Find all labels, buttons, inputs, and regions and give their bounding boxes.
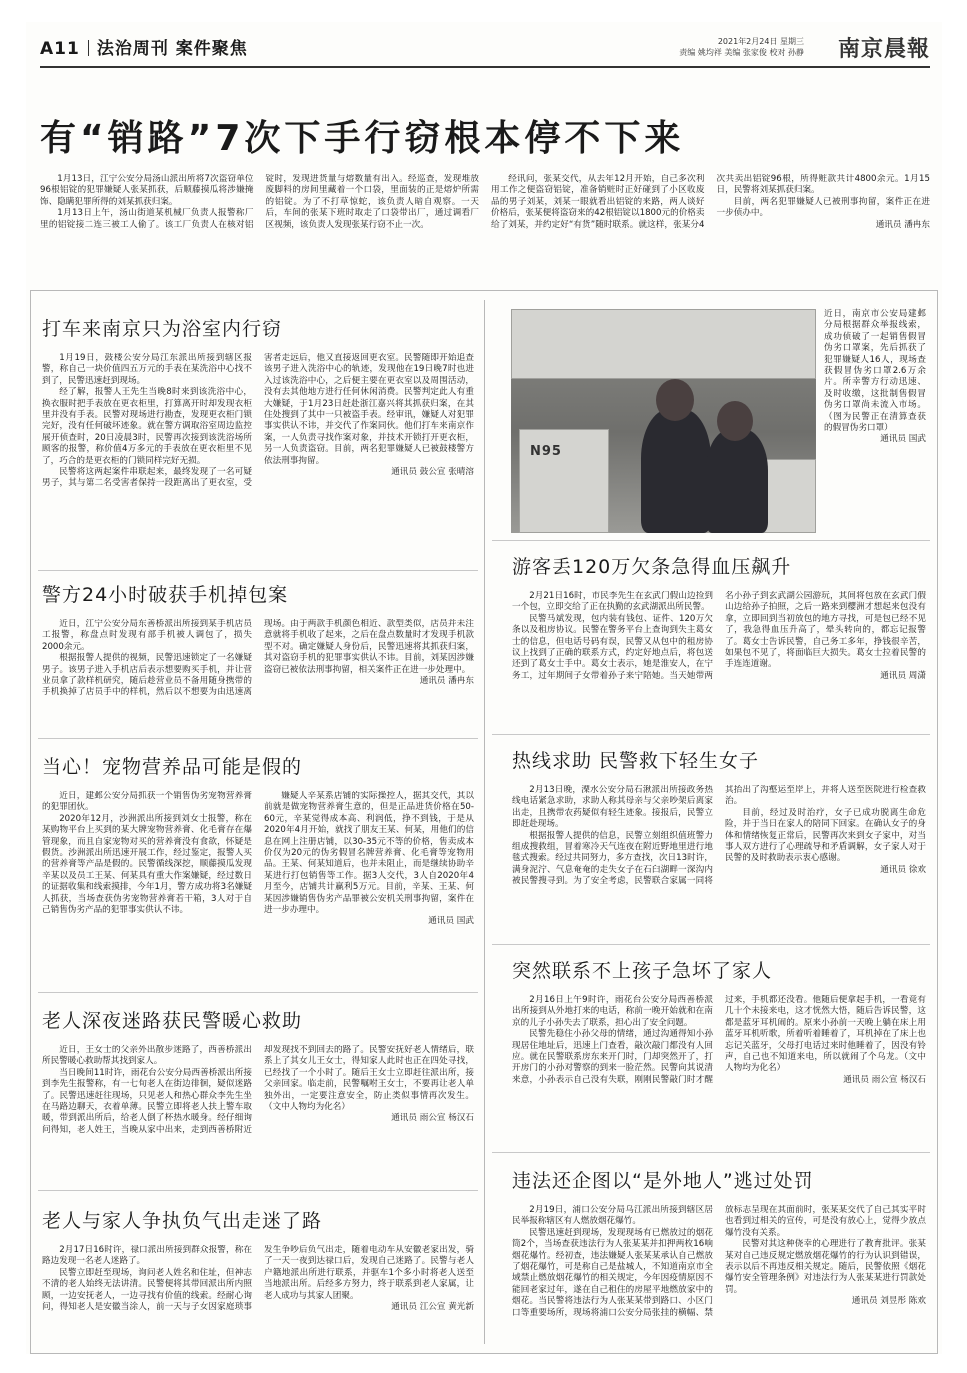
byline: 通讯员 国武 [428,916,474,927]
story-body [42,353,474,553]
story-title: 游客丢120万欠条急得血压飙升 [512,556,792,578]
lead-body [40,174,930,278]
story-body [512,785,926,945]
paragraph: 近日，建邺公安分局抓获一个销售伪劣宠物营养膏的犯罪团伙。 [42,791,252,813]
story-firework [512,1166,926,1353]
section-title [40,34,248,59]
issue-meta [679,36,804,58]
page-header [40,34,930,62]
story-phone [42,580,474,745]
story-title: 老人深夜迷路获民警暖心救助 [42,1010,303,1032]
paragraph: 2月19日，浦口公安分局乌江派出所接到辖区居民举报称辖区有人燃放烟花爆竹。 [512,1205,713,1227]
title-separator [88,40,89,56]
byline: 通讯员 周潇 [880,670,926,681]
paragraph: 根据报警人提供的视频，民警迅速锁定了一名嫌疑男子。该男子进入手机店后表示想要购买手机，并让营业员拿了款样机研究，随后趁营业员不备用随身携带的手机换掉了店员手中的样机，然后以不想要为由迅速离现场。由于两款手机颜色相近、款型类似，店员并未注意就将手机收了起来，之后在盘点数量时才发现手机款型不对。确定嫌疑人身份后，民警迅速将其抓获归案，其对盗窃手机的犯罪事实供认不讳。目前，刘某因涉嫌盗窃已被依法刑事拘留，相关案件正在进一步处理中。 [42,619,474,698]
newspaper-logo: 南京晨報 [837,36,930,62]
photo-box [519,429,609,533]
paragraph: 2020年12月，沙洲派出所接到刘女士报警，称在某购物平台上买到的某大牌宠物营养膏、化毛膏存在爆管现象，而且自家宠物对买的营养膏没有食欲，怀疑是假货。沙洲派出所迅速开展工作，经过鉴定，报警人买的营养膏等产品是假的。民警循线深挖，顺藤摸瓜发现辛某以及员工王某、何某具有重大作案嫌疑，经过数日的证据收集和线索摸排，今年1月，警方成功将3名嫌疑人抓获，当场查获伪劣宠物营养膏若干箱，3人对于自己销售伪劣产品的犯罪事实供认不讳。 [42,813,252,916]
divider [492,540,930,541]
news-photo [511,309,816,533]
photo-box-label: N95 [530,444,562,459]
story-body [42,1045,474,1197]
issue-date: 2021年2月24日 星期三 [717,37,804,46]
paragraph: 民警对其这种侥幸的心理进行了教育批评。张某某对自己违反规定燃放烟花爆竹的行为认识到错误，表示以后不再违反相关规定。随后，民警依照《烟花爆竹安全管理条例》对违法行为人张某某进行罚款处罚。 [725,1239,926,1295]
story-title: 热线求助 民警救下轻生女子 [512,750,760,772]
story-title: 当心！宠物营养品可能是假的 [42,756,303,778]
paragraph: 1月19日，鼓楼公安分局江东派出所接到辖区报警，称自己一块价值四五万元的手表在某洗浴中心找不到了，民警迅速赶到现场。 [42,353,252,386]
paragraph: 经了解，报警人王先生当晚8时来到该洗浴中心，换衣服时把手表放在更衣柜里，打算离开时却发现衣柜里并没有手表。民警对现场进行勘查，发现更衣柜门锁完好，没有任何破坏迹象。就在警方调取浴室周边监控展开侦查时，20日凌晨3时，民警再次接到该洗浴场所顾客的报警，称价值4万多元的手表放在更衣柜里不见了，巧合的是更衣柜的门锁同样完好无损。 [42,387,252,466]
divider [38,992,478,993]
paragraph: 经讯问，张某交代，从去年12月开始，自己多次利用工作之便盗窃铝锭，准备销赃时正好碰到了小区收废品的男子刘某，刘某一眼就看出铝锭的来路，两人谈好价格后，张某便将盗窃来的42根铝锭以1800元的价格卖给了刘某，并约定好“有货”随时联系。就这样，张某分4次共卖出铝锭96根，所得赃款共计4800余元。1月15日，民警将刘某抓获归案。 [491,174,930,230]
story-body [512,1205,926,1353]
byline: 通讯员 雨公宣 杨汉石 [843,1074,926,1085]
byline: 通讯员 国武 [880,434,926,445]
paragraph: 近日，江宁公安分局东善桥派出所接到某手机店员工报警，称盘点时发现有部手机被人调包了，损失2000余元。 [42,619,252,652]
paragraph: 民警立即赶至现场，询问老人姓名和住址，但神志不清的老人始终无法讲清。民警便将其带回派出所内照顾，一边安抚老人，一边寻找有价值的线索。经耐心询问，得知老人是安徽当涂人，前一天与子女因家庭琐事发生争吵后负气出走，随着电动车从安徽老家出发，骑了一天一夜到达禄口后，发现自己迷路了。民警与老人户籍地派出所进行联系，并驱车1个多小时将老人送至当地派出所。后经多方努力，终于联系到老人家属，让老人成功与其家人团聚。 [42,1245,474,1313]
story-title: 违法还企图以“是外地人”逃过处罚 [512,1170,814,1192]
story-hotline [512,746,926,945]
photo-officer-head [656,379,694,421]
paragraph: 1月13日上午，汤山街道某机械厂负责人报警称厂里的铝锭接二连三被工人偷了。该工厂负责人在核对铝锭时，发现进货量与熔数量有出入。经巡查，发现堆放废脚料的房间里藏着一个口袋，里面装的正是熔炉所需的铝锭。为了不打草惊蛇，该负责人暗自观察。一天后，车间的张某下班时取走了口袋带出厂，通过调看厂区视频，该负责人发现张某行窃不止一次。 [40,174,479,230]
byline: 通讯员 鼓公宣 张晴溶 [391,467,474,478]
story-body [42,1245,474,1349]
byline: 通讯员 江公宣 黄光新 [391,1302,474,1313]
story-bag [512,552,926,735]
byline: 通讯员 雨公宣 杨汉石 [391,1113,474,1124]
photo-officer-head [717,401,753,441]
lead-story [40,174,930,278]
photo-caption [824,309,926,446]
byline: 通讯员 徐欢 [880,864,926,875]
paragraph: 2月16日上午9时许，雨花台公安分局西善桥派出所接到从外地打来的电话，称前一晚开始就和在南京的儿子小孙失去了联系，担心出了安全问题。 [512,995,713,1028]
paragraph: 近日，王女士的父亲外出散步迷路了，西善桥派出所民警暖心救助帮其找到家人。 [42,1045,252,1067]
divider [38,570,478,571]
paragraph: 民警将这两起案件串联起来，最终发现了一名可疑男子，其与第二名受害者保持一段距离出了更衣室，受害者走远后，他又直接返回更衣室。民警随即开始追查该男子进入洗浴中心的轨迹，发现他在19日晚7时也进入过该洗浴中心，之后便主要在更衣室以及周围活动，没有去其他地方进行任何休闲消费。民警判定此人有重大嫌疑，于1月23日赶赴浙江嘉兴将其抓获归案，在其住处搜到了其中一只被盗手表。经审讯，嫌疑人对犯罪事实供认不讳，并交代了作案同伙。他们打车来南京作案，一人负责寻找作案对象，并技术开锁打开更衣柜，另一人负责盗窃。目前，两名犯罪嫌疑人已被鼓楼警方依法刑事拘留。 [42,353,474,489]
story-lost-elder [42,1006,474,1197]
section-name: 法治周刊 [96,39,169,59]
story-body [512,591,926,735]
column-name: 案件聚焦 [175,39,248,59]
header-rule [40,66,930,68]
story-body [42,791,474,987]
story-title: 突然联系不上孩子急坏了家人 [512,960,773,982]
story-body [42,619,474,745]
paragraph: 1月13日，江宁公安分局汤山派出所将7次盗窃单位96根铝锭的犯罪嫌疑人张某抓获，后顺藤摸瓜将涉嫌掩饰、隐瞒犯罪所得的刘某抓获归案。 [40,174,254,207]
newspaper-page [26,22,942,1354]
story-body [512,995,926,1155]
paragraph: 目前，经过及时治疗，女子已成功脱离生命危险，并于当日在家人的陪同下回家。在确认女子的身体和情绪恢复正常后，民警再次来到女子家中，对当事人双方进行了心理疏导和矛盾调解，女子家人对于民警的及时救助表示衷心感谢。 [725,807,926,864]
byline: 通讯员 刘昱彤 陈欢 [851,1296,926,1307]
story-pet [42,752,474,987]
caption-text: 近日，南京市公安局建邺分局根据群众举报线索，成功侦破了一起销售假冒伪劣口罩案，先后抓获了犯罪嫌疑人16人，现场查获假冒伪劣口罩2.6万余片。所幸警方行动迅速、及时收缴，这批制售假冒伪劣口罩尚未流入市场。（图为民警正在清算查获的假冒伪劣口罩） [824,309,926,434]
photo-officer [706,429,768,533]
story-kid [512,956,926,1155]
paragraph: 民警先稳住小孙父母的情绪，通过沟通得知小孙现居住地址后，迅速上门查看，敲次敲门都没有人回应。就在民警联系房东来开门时，门却突然开了，打开房门的小孙对警察的到来一脸茫然。民警向其说清来意，小孙表示自己没有失联，刚刚民警敲门时才醒过来，手机都还没看。他随后便拿起手机，一看竟有几十个未接来电，这才恍然大悟，随后告诉民警，这都是蓝牙耳机闹的。原来小孙前一天晚上躺在床上用蓝牙耳机听歌，所着听着睡着了，耳机掉在了床上也忘记关蓝牙，父母打电话过来时他睡着了，因没有铃声，自己也不知道来电，所以就闹了个乌龙。（文中人物均为化名） [512,995,926,1085]
photo-officer [641,409,711,533]
paragraph: 当日晚间11时许，雨花台公安分局西善桥派出所接到李先生报警称，有一七旬老人在街边徘徊，疑似迷路了。民警迅速赶往现场，只见老人和热心群众李先生坐在马路边聊天，衣着单薄。民警立即将老人扶上警车取暖，带到派出所后，给老人倒了杯热水暖身。经仔细询问得知，老人姓王，当晚从家中出来，走到西善桥附近却发现找不到回去的路了。民警安抚好老人情绪后，联系上了其女儿王女士，得知家人此时也正在四处寻找，已经找了一个小时了。随后王女士立即赶往派出所，接父亲回家。临走前，民警嘱咐王女士，不要再让老人单独外出，一定要注意安全，防止类似事情再次发生。（文中人物均为化名） [42,1045,474,1135]
paragraph: 2月17日16时许，禄口派出所接到群众报警，称在路边发现一名老人迷路了。 [42,1245,252,1267]
byline: 通讯员 潘冉东 [419,676,474,687]
paragraph: 嫌疑人辛某系店铺的实际操控人，据其交代，其以前就是做宠物营养膏生意的，但是正品进货价格在50-60元，辛某觉得成本高、利润低，挣不到钱，于是从2020年4月开始，就找了朋友王某、何某，用他们的信息在网上注册店铺，以30-35元不等的价格，售卖成本价仅为20元的伪劣假冒名牌营养膏、化毛膏等宠物用品。王某、何某知道后，也并未阻止，而是继续协助辛某进行打包销售等工作。据3人交代，3人自2020年4月至今，店铺共计赢利5万元。目前，辛某、王某、何某因涉嫌销售伪劣产品罪被公安机关刑事拘留，案件在进一步办理中。 [264,791,474,916]
column-divider [484,300,485,1344]
editor-credits: 责编 姚均祥 美编 张家俊 校对 孙静 [679,48,804,57]
photo-shelf [511,309,816,379]
paragraph: 民警马斌发现，包内装有钱包、证件、120万欠条以及租房协议。民警在警务平台上查询到失主葛女士的信息，但电话号码有误，民警又从包中的租房协议上找到了正确的联系方式，约定好地点后，将包送还到了葛女士手中。葛女士表示，她是淮安人，在宁务工，过年期间子女带着孙子来宁陪她。当天她带两名小孙子到玄武湖公园游玩，其间将包放在玄武门假山边给孙子拍照，之后一路来到樱洲才想起来包没有拿，立即回到当初放包的地方寻找，可是包已经不见了，我急得血压升高了，晕头转向的，都忘记报警了。葛女士告诉民警，自己务工多年，挣钱很辛苦，如果包不见了，将面临巨大损失。葛女士拉着民警的手连连道谢。 [512,591,926,681]
story-taxi [42,314,474,553]
story-title: 打车来南京只为浴室内行窃 [42,318,283,340]
paragraph: 目前，两名犯罪嫌疑人已被刑事拘留，案件正在进一步侦办中。 [716,196,930,219]
byline: 通讯员 潘冉东 [875,219,930,230]
lead-headline: 有“销路”7次下手行窃根本停不下来 [40,118,685,159]
paragraph: 2月21日16时，市民李先生在玄武门假山边捡到一个包，立即交给了正在执勤的玄武湖派出所民警。 [512,591,713,613]
page-number: A11 [40,39,80,59]
paragraph: 民警迅速赶到现场，发现现场有已燃放过的烟花筒2个，当场查获违法行为人张某某并扣押两枚16响烟花爆竹。经初查，违法嫌疑人张某某承认自己燃放了烟花爆竹，可是称自己是盐城人，不知道南京市全域禁止燃放烟花爆竹的相关规定，今年因疫情原因不能回老家过年，遂在自己租住的房屋平地燃放家中的烟花。当民警将违法行为人张某某带到路口、小区门口等重要场所，现场将浦口公安分局张挂的横幅、禁放标志呈现在其面前时，张某某交代了自己其实平时也看到过相关的宣传，可是没有放心上，觉得少放点爆竹没有关系。 [512,1205,926,1318]
paragraph: 根据报警人提供的信息，民警立刻组织值班警力组成搜救组，冒着寒冷天气连夜在附近野地里进行地毯式搜索。经过共同努力，多方查找，次日13时许，满身泥泞、气息奄奄的走失女子在石臼湖畔一深沟内被民警搜寻到。为了安全考虑，民警联合家属一同将其抬出了沟壑运至岸上，并将人送至医院进行检查救治。 [512,785,926,887]
story-title: 警方24小时破获手机掉包案 [42,584,289,606]
story-title: 老人与家人争执负气出走迷了路 [42,1210,323,1232]
story-quarrel [42,1206,474,1349]
paragraph: 2月13日晚，溧水公安分局石湫派出所接政务热线电话紧急求助，求助人称其母亲与父亲吵架后离家出走，且携带农药疑似有轻生迹象。接报后，民警立即赶赴现场。 [512,785,713,830]
